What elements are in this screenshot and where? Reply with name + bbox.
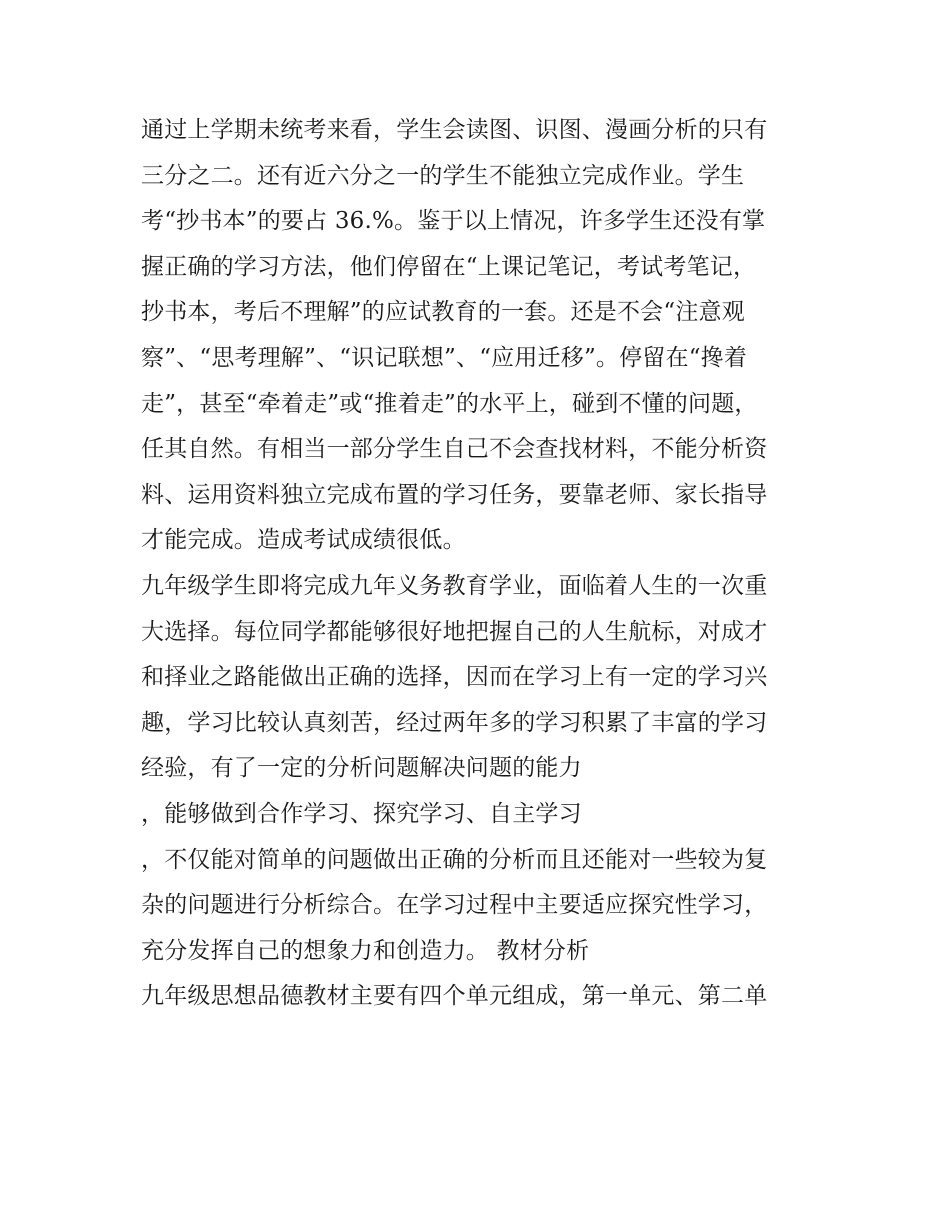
text-line-13: 和择业之路能做出正确的选择，因而在学习上有一定的学习兴 (141, 664, 768, 691)
text-line-19: 充分发挥自己的想象力和创造力。 教材分析 (141, 937, 590, 964)
text-line-20: 九年级思想品德教材主要有四个单元组成，第一单元、第二单 (141, 983, 768, 1010)
text-line-4: 握正确的学习方法，他们停留在“上课记笔记，考试考笔记， (141, 253, 757, 280)
text-line-17: ，不仅能对简单的问题做出正确的分析而且还能对一些较为复 (141, 846, 768, 873)
text-line-9: 料、运用资料独立完成布置的学习任务，要靠老师、家长指导 (141, 481, 768, 508)
text-line-12: 大选择。每位同学都能够很好地把握自己的人生航标，对成才 (141, 618, 768, 645)
text-line-18: 杂的问题进行分析综合。在学习过程中主要适应探究性学习， (141, 892, 768, 919)
text-line-10: 才能完成。造成考试成绩很低。 (141, 527, 466, 554)
text-line-2: 三分之二。还有近六分之一的学生不能独立完成作业。学生 (141, 162, 745, 189)
text-line-14: 趣，学习比较认真刻苦，经过两年多的学习积累了丰富的学习 (141, 709, 768, 736)
text-line-3: 考“抄书本”的要占 36.%。鉴于以上情况，许多学生还没有掌 (141, 208, 766, 235)
text-line-11: 九年级学生即将完成九年义务教育学业，面临着人生的一次重 (141, 572, 768, 599)
text-line-8: 任其自然。有相当一部分学生自己不会查找材料，不能分析资 (141, 436, 768, 463)
text-line-16: ，能够做到合作学习、探究学习、自主学习 (141, 800, 582, 827)
text-line-7: 走”，甚至“牵着走”或“推着走”的水平上，碰到不懂的问题， (141, 390, 758, 417)
text-line-1: 通过上学期未统考来看，学生会读图、识图、漫画分析的只有 (141, 117, 768, 143)
text-line-6: 察”、“思考理解”、“识记联想”、“应用迁移”。停留在“搀着 (141, 344, 748, 371)
text-line-15: 经验，有了一定的分析问题解决问题的能力 (141, 755, 582, 782)
body-text (141, 108, 821, 1020)
text-line-5: 抄书本，考后不理解”的应试教育的一套。还是不会“注意观 (141, 299, 745, 326)
